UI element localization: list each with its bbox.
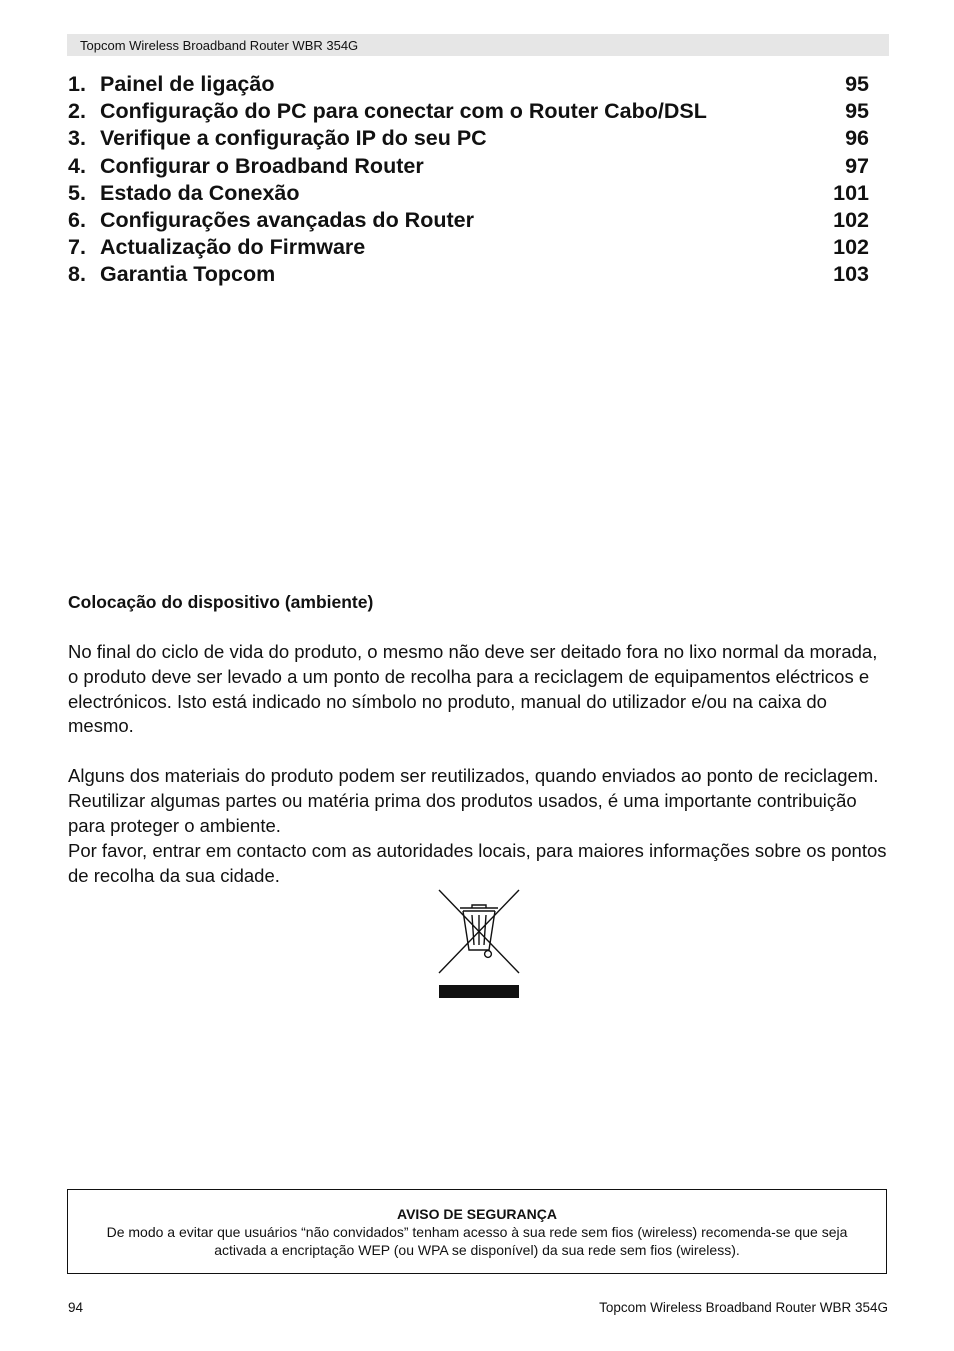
toc-page: 101	[833, 180, 869, 205]
toc-page: 96	[845, 126, 869, 151]
toc-page: 102	[833, 207, 869, 232]
toc-title: Configuração do PC para conectar com o Router Cabo/DSL	[100, 99, 707, 124]
environment-paragraph-3: Por favor, entrar em contacto com as autoridades locais, para maiores informações sobre os pontos de recolha da sua cidade.	[68, 840, 887, 886]
safety-notice-box	[67, 1189, 887, 1274]
toc-title: Actualização do Firmware	[100, 235, 366, 260]
toc-item	[68, 234, 869, 261]
header-title: Topcom Wireless Broadband Router WBR 354G	[80, 38, 359, 53]
toc-item	[68, 180, 869, 207]
environment-heading: Colocação do dispositivo (ambiente)	[68, 592, 374, 612]
page-header	[67, 34, 889, 56]
toc-page: 102	[833, 235, 869, 260]
toc-page: 95	[845, 99, 869, 124]
weee-crossed-bin-icon	[436, 887, 522, 1002]
footer-title: Topcom Wireless Broadband Router WBR 354G	[599, 1300, 888, 1315]
toc-item	[68, 98, 869, 125]
toc-number: 6.	[68, 207, 86, 232]
toc-page: 103	[833, 262, 869, 287]
toc-number: 7.	[68, 235, 86, 260]
toc-title: Configurar o Broadband Router	[100, 153, 424, 178]
table-of-contents	[68, 71, 869, 289]
toc-title: Verifique a configuração IP do seu PC	[100, 126, 487, 151]
safety-notice-text: De modo a evitar que usuários “não convidados” tenham acesso à sua rede sem fios (wireless) recomenda-se que seja activada a encriptação WEP (ou WPA se disponível) da sua rede sem fios (wireless).	[106, 1224, 848, 1258]
toc-item	[68, 153, 869, 180]
safety-notice-title: AVISO DE SEGURANÇA	[397, 1206, 557, 1222]
toc-item	[68, 125, 869, 152]
toc-number: 4.	[68, 153, 86, 178]
toc-number: 2.	[68, 99, 86, 124]
environment-paragraph-2: Alguns dos materiais do produto podem ser reutilizados, quando enviados ao ponto de reciclagem. Reutilizar algumas partes ou matéria prima dos produtos usados, é uma importante contribuição para proteger o ambiente.	[68, 765, 879, 836]
toc-title: Painel de ligação	[100, 72, 275, 96]
toc-title: Garantia Topcom	[100, 262, 276, 287]
toc-number: 1.	[68, 72, 86, 96]
toc-title: Configurações avançadas do Router	[100, 207, 474, 232]
footer-page-number: 94	[68, 1300, 84, 1315]
toc-title: Estado da Conexão	[100, 180, 300, 205]
toc-item	[68, 207, 869, 234]
environment-paragraph-1: No final do ciclo de vida do produto, o mesmo não deve ser deitado fora no lixo normal da morada, o produto deve ser levado a um ponto de recolha para a reciclagem de equipamentos eléctricos e electrónicos. Isto está indicado no símbolo no produto, manual do utilizador e/ou na caixa do mesmo.	[68, 641, 878, 737]
toc-item	[68, 261, 869, 288]
toc-number: 8.	[68, 262, 86, 287]
toc-number: 3.	[68, 126, 86, 151]
toc-item	[68, 71, 869, 98]
toc-page: 95	[845, 72, 869, 96]
toc-number: 5.	[68, 180, 86, 205]
toc-page: 97	[845, 153, 869, 178]
